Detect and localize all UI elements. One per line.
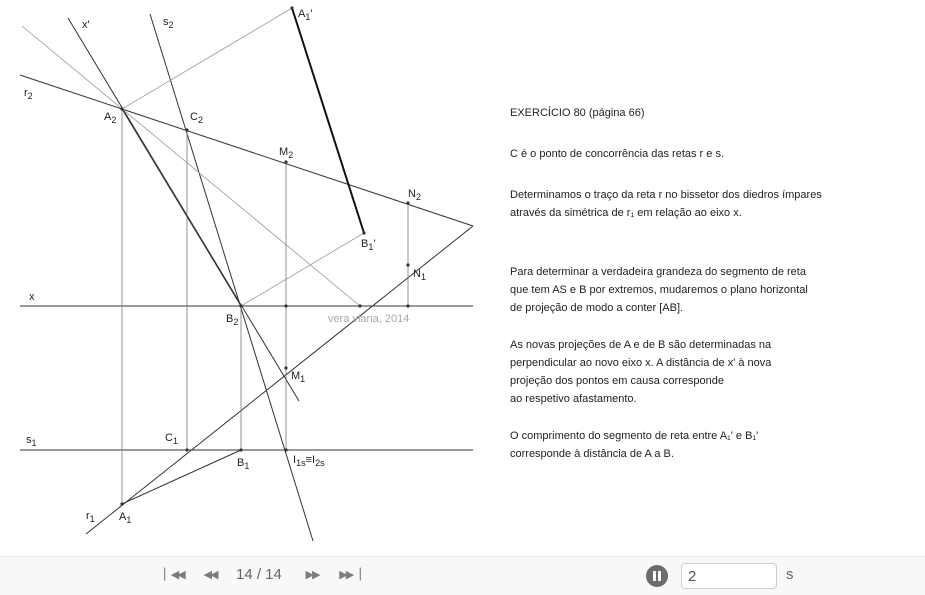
paragraph-3 [510, 263, 870, 317]
paragraph-5-line-1: O comprimento do segmento de reta entre A₁' e B₁' [510, 430, 759, 442]
point [358, 304, 361, 307]
explanation-panel [510, 104, 870, 463]
speed-input[interactable] [681, 563, 777, 589]
label-n2: $N_2$ [408, 188, 421, 202]
label-c2: $C_2$ [190, 111, 203, 125]
paragraph-2-line-1: Determinamos o traço da reta r no bissetor dos diedros ímpares [510, 189, 822, 201]
skip-to-start-icon[interactable]: ▏◀◀ [164, 569, 184, 581]
paragraph-4-line-2: perpendicular ao novo eixo x. A distância de x' à nova [510, 357, 772, 369]
point [185, 128, 188, 131]
step-back-icon[interactable]: ◀◀ [203, 569, 217, 581]
point [239, 304, 242, 307]
label-m2: $M_2$ [279, 146, 294, 160]
point [362, 231, 365, 234]
axis-x-prime [68, 18, 299, 401]
speed-unit: s [786, 566, 794, 583]
paragraph-2 [510, 186, 870, 222]
label-r1: $r_1$ [86, 510, 95, 524]
point [406, 304, 409, 307]
exercise-title: EXERCÍCIO 80 (página 66) [510, 107, 645, 119]
point [406, 263, 409, 266]
label-n1: $N_1$ [413, 268, 426, 282]
label-a2: $A_2$ [104, 111, 117, 125]
paragraph-4 [510, 336, 870, 408]
point [290, 6, 293, 9]
label-x: x [29, 291, 35, 303]
paragraph-4-line-4: ao respetivo afastamento. [510, 393, 637, 405]
label-s2: $s_2$ [163, 16, 174, 30]
label-c1: $C_1$ [165, 432, 178, 446]
paragraph-3-line-2: que tem AS e B por extremos, mudaremos o plano horizontal [510, 284, 808, 296]
label-a1: $A_1$ [119, 511, 132, 525]
segment-a2-b2 [122, 109, 241, 306]
construction-line [122, 8, 292, 109]
true-size-segment [292, 8, 364, 233]
label-b2: $B_2$ [226, 313, 239, 327]
paragraph-1: C é o ponto de concorrência das retas r e s. [510, 148, 725, 160]
point [120, 107, 123, 110]
paragraph-3-line-1: Para determinar a verdadeira grandeza do segmento de reta [510, 266, 806, 278]
point [120, 502, 123, 505]
point [284, 366, 287, 369]
paragraph-5 [510, 427, 870, 463]
point [284, 304, 287, 307]
label-a1-prime: $A_1'$ [298, 8, 313, 22]
paragraph-4-line-3: projeção dos pontos em causa corresponde [510, 375, 725, 387]
label-b1: $B_1$ [237, 457, 250, 471]
paragraph-5-line-2: corresponde à distância de A a B. [510, 448, 674, 460]
paragraph-2-line-2: através da simétrica de r₁ em relação ao eixo x. [510, 207, 742, 219]
label-r2: $r_2$ [24, 87, 33, 101]
paragraph-4-line-1: As novas projeções de A e de B são determinadas na [510, 339, 772, 351]
construction-line [241, 233, 364, 306]
label-x-prime: x' [82, 19, 90, 31]
pause-icon [653, 571, 656, 581]
pause-button[interactable] [646, 565, 668, 587]
playback-toolbar [0, 556, 925, 595]
paragraph-3-line-3: de projeção de modo a conter [AB]. [510, 302, 684, 314]
point [239, 448, 242, 451]
label-s1: $s_1$ [26, 434, 37, 448]
point [185, 448, 188, 451]
skip-to-end-icon[interactable]: ▶▶▕ [339, 569, 359, 581]
point [284, 448, 287, 451]
pause-icon [658, 571, 661, 581]
author-credit: vera viana, 2014 [328, 313, 410, 325]
step-forward-icon[interactable]: ▶▶ [305, 569, 319, 581]
label-i1s-i2s: $I_{1s}\equiv I_{2s}$ [293, 454, 325, 468]
line-r2 [20, 75, 473, 226]
label-b1-prime: $B_1'$ [361, 238, 376, 252]
label-m1: $M_1$ [291, 370, 306, 384]
page-counter: 14 / 14 [236, 566, 282, 583]
